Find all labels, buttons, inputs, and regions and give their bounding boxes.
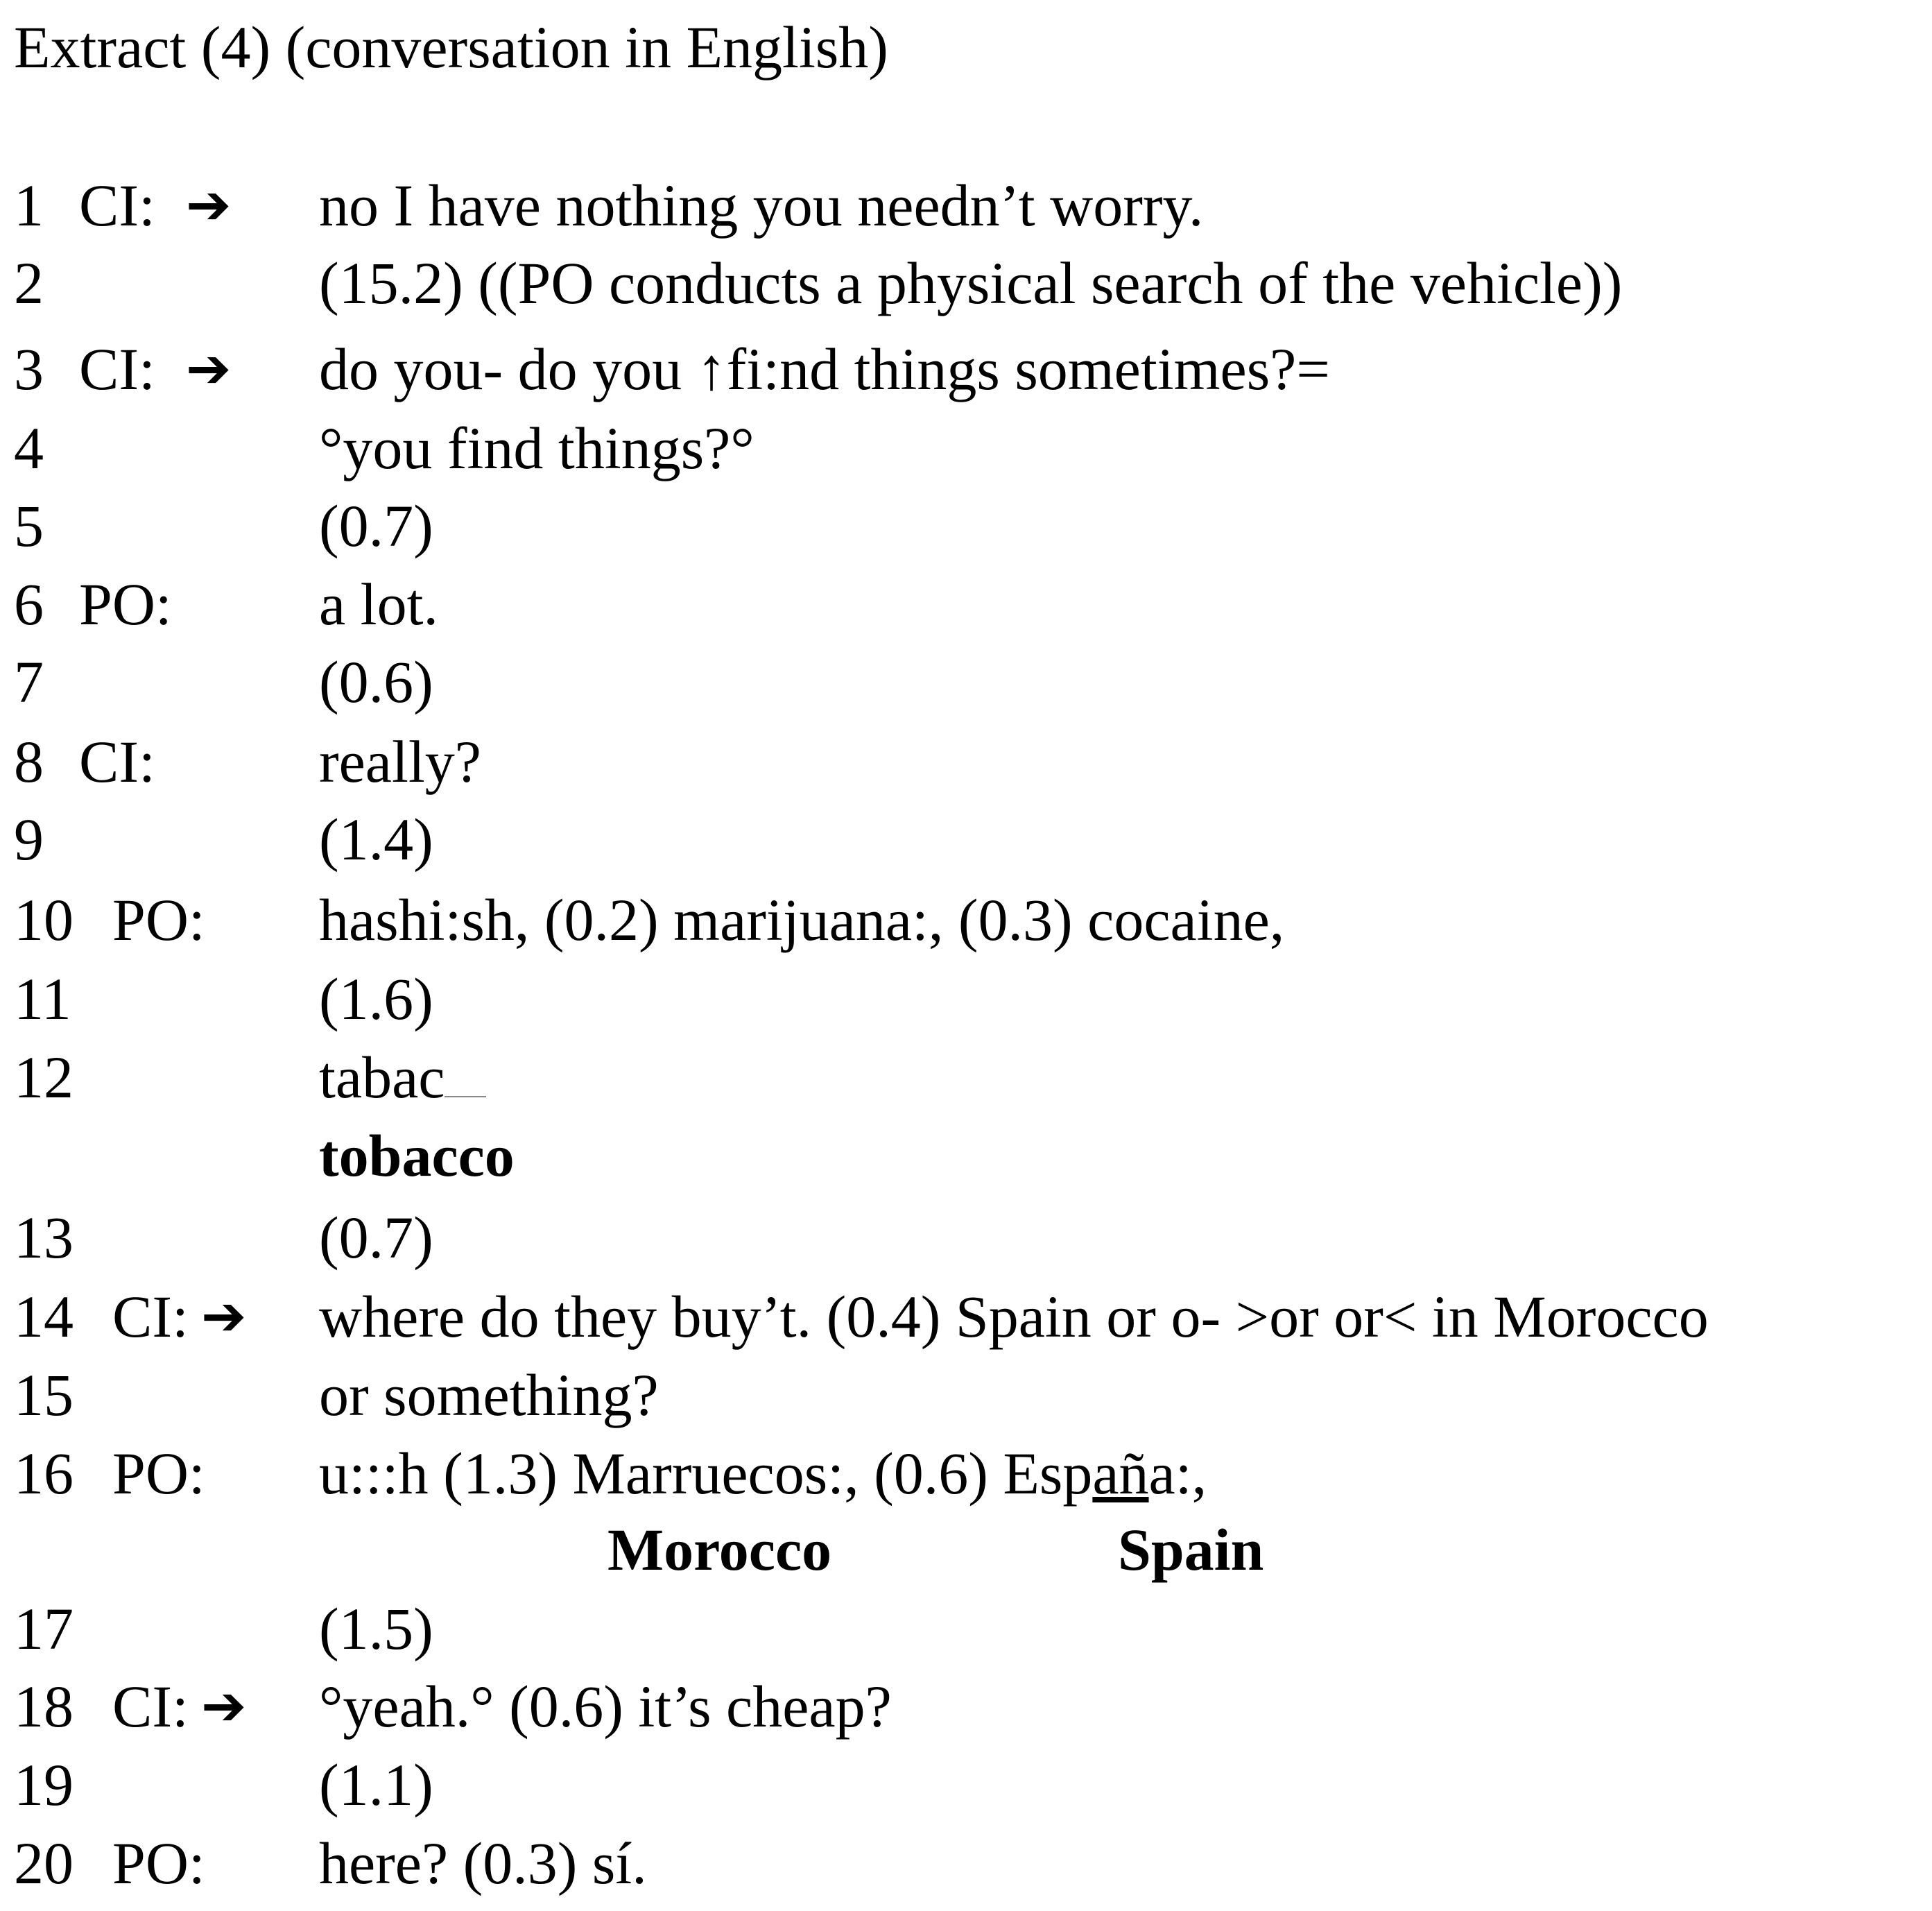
extract-title: Extract (4) (conversation in English) <box>14 14 888 80</box>
utterance-text: °you find things?° <box>319 415 754 481</box>
right-arrow-icon: ➔ <box>201 1285 247 1348</box>
transcript-line <box>0 1824 1932 1902</box>
utterance-text: (1.1) <box>319 1751 433 1818</box>
transcript-line <box>0 1356 1932 1434</box>
line-number: 7 <box>14 649 44 715</box>
transcript-line <box>0 1038 1932 1116</box>
gloss-line <box>0 1511 1932 1588</box>
utterance-text: °yeah.° (0.6) it’s cheap? <box>319 1673 892 1740</box>
transcript-line <box>0 1434 1932 1512</box>
transcript-line <box>0 166 1932 244</box>
transcript-line <box>0 1278 1932 1355</box>
line-number: 15 <box>14 1362 74 1428</box>
line-number: 9 <box>14 806 44 873</box>
utterance-text: a lot. <box>319 571 438 637</box>
utterance-text: do you- do you ↑fi:nd things sometimes?= <box>319 336 1330 402</box>
line-number: 12 <box>14 1044 74 1111</box>
speaker-label: CI: <box>112 1673 189 1740</box>
transcript-line <box>0 409 1932 487</box>
transcript-line <box>0 1199 1932 1276</box>
speaker-label: CI: <box>112 1283 189 1350</box>
utterance-text <box>319 1038 486 1116</box>
transcript-line <box>0 643 1932 721</box>
translation-gloss: tobacco <box>319 1122 515 1189</box>
transcript-line <box>0 800 1932 878</box>
translation-gloss: Morocco <box>607 1516 832 1583</box>
line-number: 11 <box>14 966 71 1032</box>
utterance-text: (1.4) <box>319 806 433 873</box>
speaker-label: CI: <box>79 728 155 795</box>
line-number: 13 <box>14 1204 74 1271</box>
utterance-text: (0.6) <box>319 649 433 715</box>
transcript-line <box>0 565 1932 643</box>
speaker-label: PO: <box>112 1440 205 1507</box>
line-number: 14 <box>14 1283 74 1350</box>
line-number: 19 <box>14 1751 74 1818</box>
transcript-line <box>0 723 1932 800</box>
transcript-line <box>0 960 1932 1038</box>
line-number: 17 <box>14 1595 74 1662</box>
line-number: 20 <box>14 1830 74 1896</box>
line-number: 6 <box>14 571 44 637</box>
transcript-line <box>0 881 1932 959</box>
cut-off-mark <box>445 1047 486 1097</box>
transcript-line <box>0 1668 1932 1745</box>
speaker-label: PO: <box>112 886 205 953</box>
utterance-text: (15.2) ((PO conducts a physical search of the vehicle)) <box>319 250 1623 316</box>
utterance-text: here? (0.3) sí. <box>319 1830 647 1896</box>
line-number: 10 <box>14 886 74 953</box>
right-arrow-icon: ➔ <box>186 174 232 237</box>
right-arrow-icon: ➔ <box>201 1675 247 1738</box>
utterance-text: (0.7) <box>319 492 433 559</box>
speaker-label: PO: <box>112 1830 205 1896</box>
utterance-text: or something? <box>319 1362 659 1428</box>
gloss-line <box>0 1117 1932 1194</box>
utterance-text: really? <box>319 728 481 795</box>
transcript-line <box>0 487 1932 565</box>
utterance-text <box>319 1434 1207 1512</box>
utterance-text: (1.6) <box>319 966 433 1032</box>
line-number: 1 <box>14 172 44 239</box>
transcript-line <box>0 244 1932 322</box>
right-arrow-icon: ➔ <box>186 338 232 400</box>
transcript-line <box>0 330 1932 408</box>
speaker-label: CI: <box>79 172 155 239</box>
translation-gloss: Spain <box>1118 1516 1264 1583</box>
utterance-part: a:, <box>1148 1440 1207 1507</box>
speaker-label: CI: <box>79 336 155 402</box>
utterance-text: (1.5) <box>319 1595 433 1662</box>
utterance-part: u:::h (1.3) Marruecos:, (0.6) Esp <box>319 1440 1093 1507</box>
line-number: 4 <box>14 415 44 481</box>
line-number: 3 <box>14 336 44 402</box>
transcript-line <box>0 1590 1932 1668</box>
utterance-text: where do they buy’t. (0.4) Spain or o- >or or< in Morocco <box>319 1283 1709 1350</box>
transcript-line <box>0 1746 1932 1824</box>
line-number: 8 <box>14 728 44 795</box>
line-number: 16 <box>14 1440 74 1507</box>
utterance-text: hashi:sh, (0.2) marijuana:, (0.3) cocaine, <box>319 886 1285 953</box>
utterance-word: tabac <box>319 1044 445 1111</box>
utterance-text: no I have nothing you needn’t worry. <box>319 172 1204 239</box>
speaker-label: PO: <box>79 571 172 637</box>
line-number: 5 <box>14 492 44 559</box>
line-number: 18 <box>14 1673 74 1740</box>
utterance-text: (0.7) <box>319 1204 433 1271</box>
line-number: 2 <box>14 250 44 316</box>
stressed-syllable: añ <box>1092 1440 1149 1507</box>
